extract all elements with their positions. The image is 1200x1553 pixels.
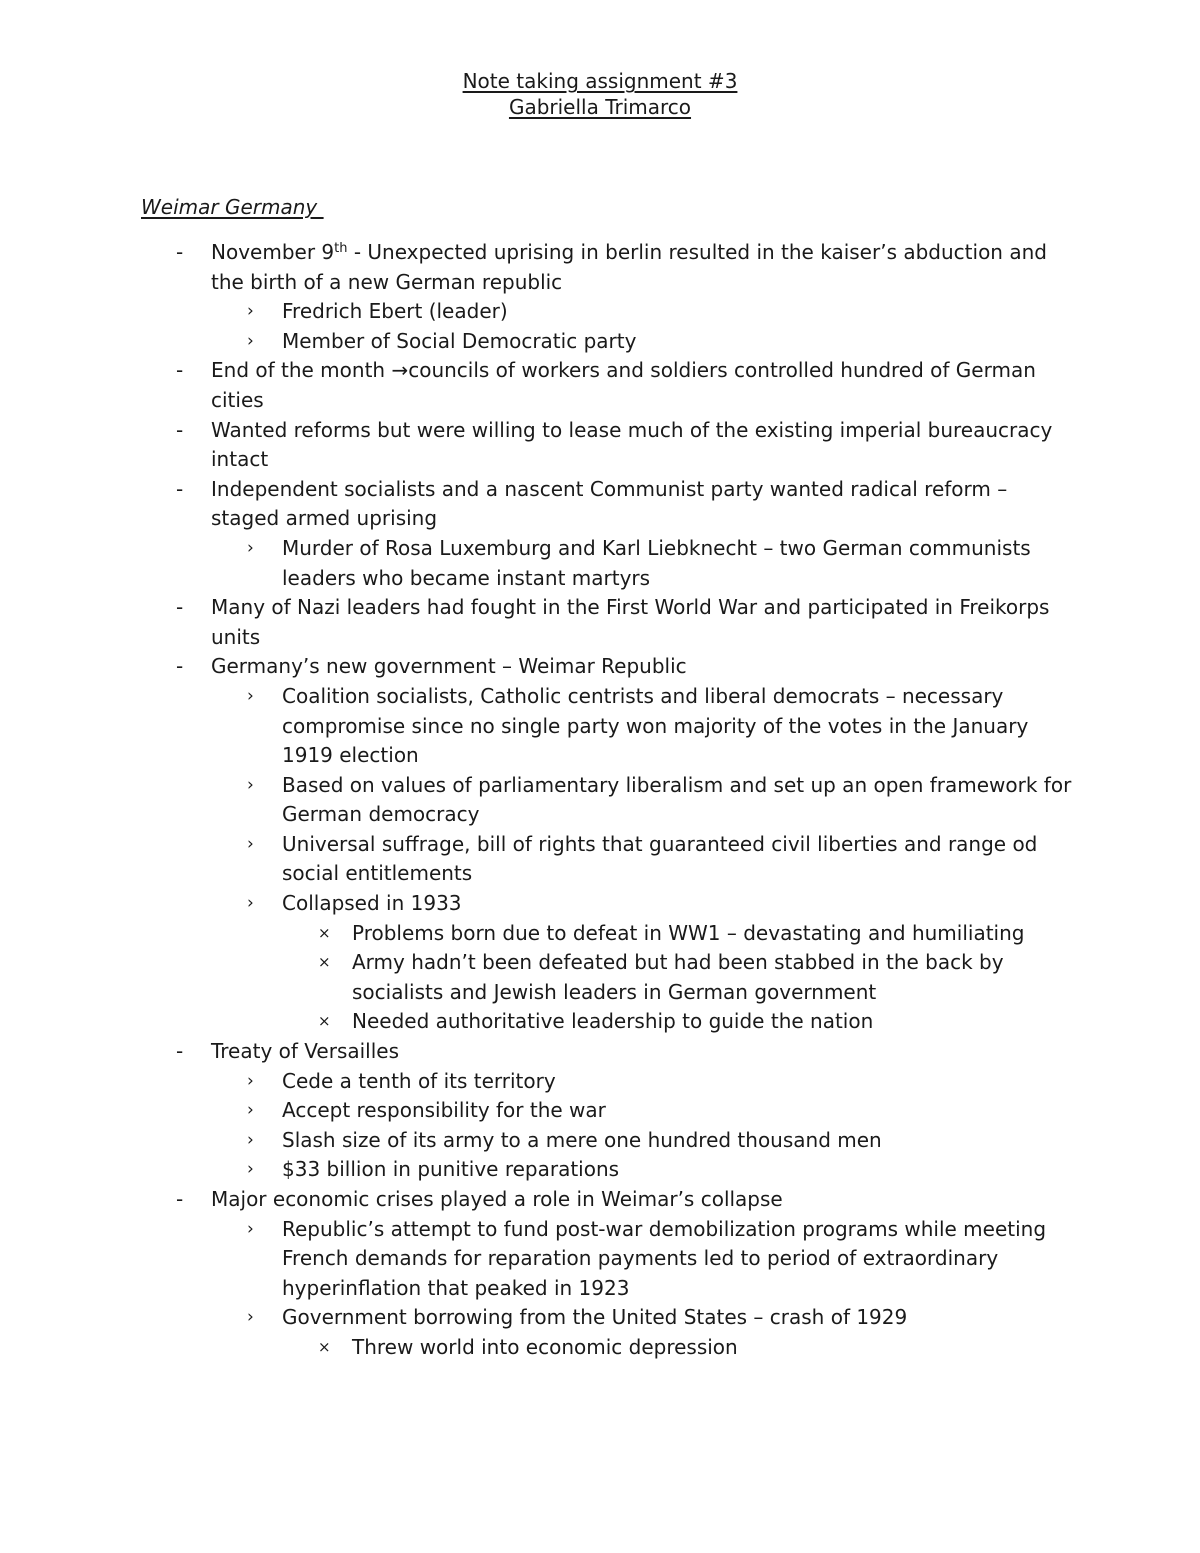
cross-bullet-icon: × (318, 923, 331, 942)
dash-bullet-icon: - (176, 417, 184, 442)
note-text (211, 356, 1071, 415)
note-text (211, 593, 1071, 652)
dash-bullet-icon: - (176, 358, 184, 383)
arrow-bullet-icon: › (247, 774, 254, 795)
note-item-level-2 (0, 1303, 1200, 1333)
dash-bullet-icon: - (176, 654, 184, 679)
note-text (282, 830, 1072, 889)
note-text-main: Major economic crises played a role in Weimar’s collapse (211, 1187, 783, 1211)
note-item-level-2 (0, 1126, 1200, 1156)
note-text-main: Government borrowing from the United States – crash of 1929 (282, 1305, 908, 1330)
note-text-main: Cede a tenth of its territory (282, 1068, 556, 1093)
note-text (352, 948, 1072, 1007)
note-item-level-1 (0, 238, 1200, 297)
note-item-level-1 (0, 593, 1200, 652)
note-text (282, 1155, 1072, 1185)
note-item-level-1 (0, 416, 1200, 475)
note-item-level-2 (0, 327, 1200, 357)
note-text-main: End of the month →councils of workers and soldiers controlled hundred of German cities (211, 358, 1036, 412)
note-item-level-2 (0, 771, 1200, 830)
note-text-main: Threw world into economic depression (352, 1334, 738, 1359)
dash-bullet-icon: - (176, 1187, 184, 1211)
cross-bullet-icon: × (318, 1337, 331, 1356)
note-item-level-2 (0, 830, 1200, 889)
dash-bullet-icon: - (176, 1039, 184, 1064)
note-item-level-2 (0, 1155, 1200, 1185)
note-text-main: Murder of Rosa Luxemburg and Karl Liebknecht – two German communists leaders who became instant martyrs (282, 535, 1031, 590)
note-text (282, 327, 1072, 357)
note-item-level-2 (0, 534, 1200, 593)
note-item-level-3 (0, 948, 1200, 1007)
section-heading: Weimar Germany (141, 195, 324, 219)
note-text-main: Based on values of parliamentary liberalism and set up an open framework for German democracy (282, 772, 1072, 827)
dash-bullet-icon: - (176, 595, 184, 620)
note-text-main: Coalition socialists, Catholic centrists and liberal democrats – necessary compromise since no single party won majority of the votes in the January 1919 election (282, 683, 1029, 768)
note-item-level-2 (0, 1096, 1200, 1126)
note-item-level-2 (0, 682, 1200, 771)
note-text-main: Collapsed in 1933 (282, 891, 462, 916)
note-item-level-1 (0, 652, 1200, 682)
note-item-level-1 (0, 356, 1200, 415)
ordinal-superscript: th (334, 241, 348, 256)
note-text-main: Germany’s new government – Weimar Republic (211, 654, 687, 679)
note-text (282, 682, 1072, 771)
note-text (211, 1185, 1071, 1215)
arrow-bullet-icon: › (247, 893, 254, 914)
note-text (282, 889, 1072, 919)
arrow-bullet-icon: › (247, 1307, 254, 1328)
arrow-bullet-icon: › (247, 330, 254, 351)
note-text (282, 1067, 1072, 1097)
note-text (282, 1215, 1072, 1304)
arrow-bullet-icon: › (247, 537, 254, 558)
note-text-main: Universal suffrage, bill of rights that guaranteed civil liberties and range od social entitlements (282, 831, 1038, 886)
note-text (211, 652, 1071, 682)
note-item-level-3 (0, 1007, 1200, 1037)
note-text (282, 1096, 1072, 1126)
note-text (352, 1333, 1072, 1363)
note-text (211, 1037, 1071, 1067)
note-text-main: Wanted reforms but were willing to lease much of the existing imperial bureaucracy intact (211, 417, 1053, 472)
note-item-level-2 (0, 1067, 1200, 1097)
note-text (282, 534, 1072, 593)
note-text-main: November 9 (211, 240, 335, 264)
arrow-bullet-icon: › (247, 301, 254, 322)
note-text (211, 416, 1071, 475)
note-item-level-1 (0, 1037, 1200, 1067)
note-text (282, 771, 1072, 830)
note-item-level-3 (0, 919, 1200, 949)
document-title: Note taking assignment #3 (462, 69, 738, 93)
note-text-main: Independent socialists and a nascent Communist party wanted radical reform – staged armed uprising (211, 476, 1008, 531)
dash-bullet-icon: - (176, 476, 184, 501)
note-item-level-2 (0, 1215, 1200, 1304)
note-item-level-2 (0, 297, 1200, 327)
note-text (282, 1303, 1072, 1333)
note-item-level-3 (0, 1333, 1200, 1363)
arrow-bullet-icon: › (247, 833, 254, 854)
arrow-bullet-icon: › (247, 1129, 254, 1150)
author-name: Gabriella Trimarco (508, 95, 692, 119)
note-text (282, 297, 1072, 327)
note-text-main: Fredrich Ebert (leader) (282, 299, 508, 324)
cross-bullet-icon: × (318, 953, 331, 972)
note-text-continuation: - Unexpected uprising in berlin resulted in the kaiser’s abduction and the birth of a new German republic (211, 240, 1047, 294)
note-text (352, 1007, 1072, 1037)
arrow-bullet-icon: › (247, 1070, 254, 1091)
note-item-level-1 (0, 475, 1200, 534)
note-text-main: Treaty of Versailles (211, 1039, 400, 1064)
note-text-main: Many of Nazi leaders had fought in the First World War and participated in Freikorps units (211, 595, 1050, 649)
note-text-main: Problems born due to defeat in WW1 – devastating and humiliating (352, 920, 1025, 945)
arrow-bullet-icon: › (247, 1159, 254, 1180)
note-text (282, 1126, 1072, 1156)
arrow-bullet-icon: › (247, 685, 254, 706)
note-item-level-2 (0, 889, 1200, 919)
note-text-main: Needed authoritative leadership to guide the nation (352, 1009, 874, 1034)
notes-list (0, 238, 1200, 1363)
note-text (211, 475, 1071, 534)
title-block (0, 68, 1200, 120)
note-text-main: Republic’s attempt to fund post-war demobilization programs while meeting French demands for reparation payments led to period of extraordinary hyperinflation that peaked in 1923 (282, 1216, 1047, 1300)
cross-bullet-icon: × (318, 1012, 331, 1031)
note-text-main: Accept responsibility for the war (282, 1098, 606, 1123)
note-item-level-1 (0, 1185, 1200, 1215)
note-text (211, 238, 1071, 297)
note-text-main: Member of Social Democratic party (282, 328, 637, 353)
note-text-main: Slash size of its army to a mere one hundred thousand men (282, 1127, 882, 1152)
note-text (352, 919, 1072, 949)
note-text-main: Army hadn’t been defeated but had been stabbed in the back by socialists and Jewish leaders in German government (352, 950, 1004, 1004)
note-text-main: $33 billion in punitive reparations (282, 1157, 620, 1182)
dash-bullet-icon: - (176, 240, 184, 264)
arrow-bullet-icon: › (247, 1100, 254, 1121)
arrow-bullet-icon: › (247, 1218, 254, 1239)
